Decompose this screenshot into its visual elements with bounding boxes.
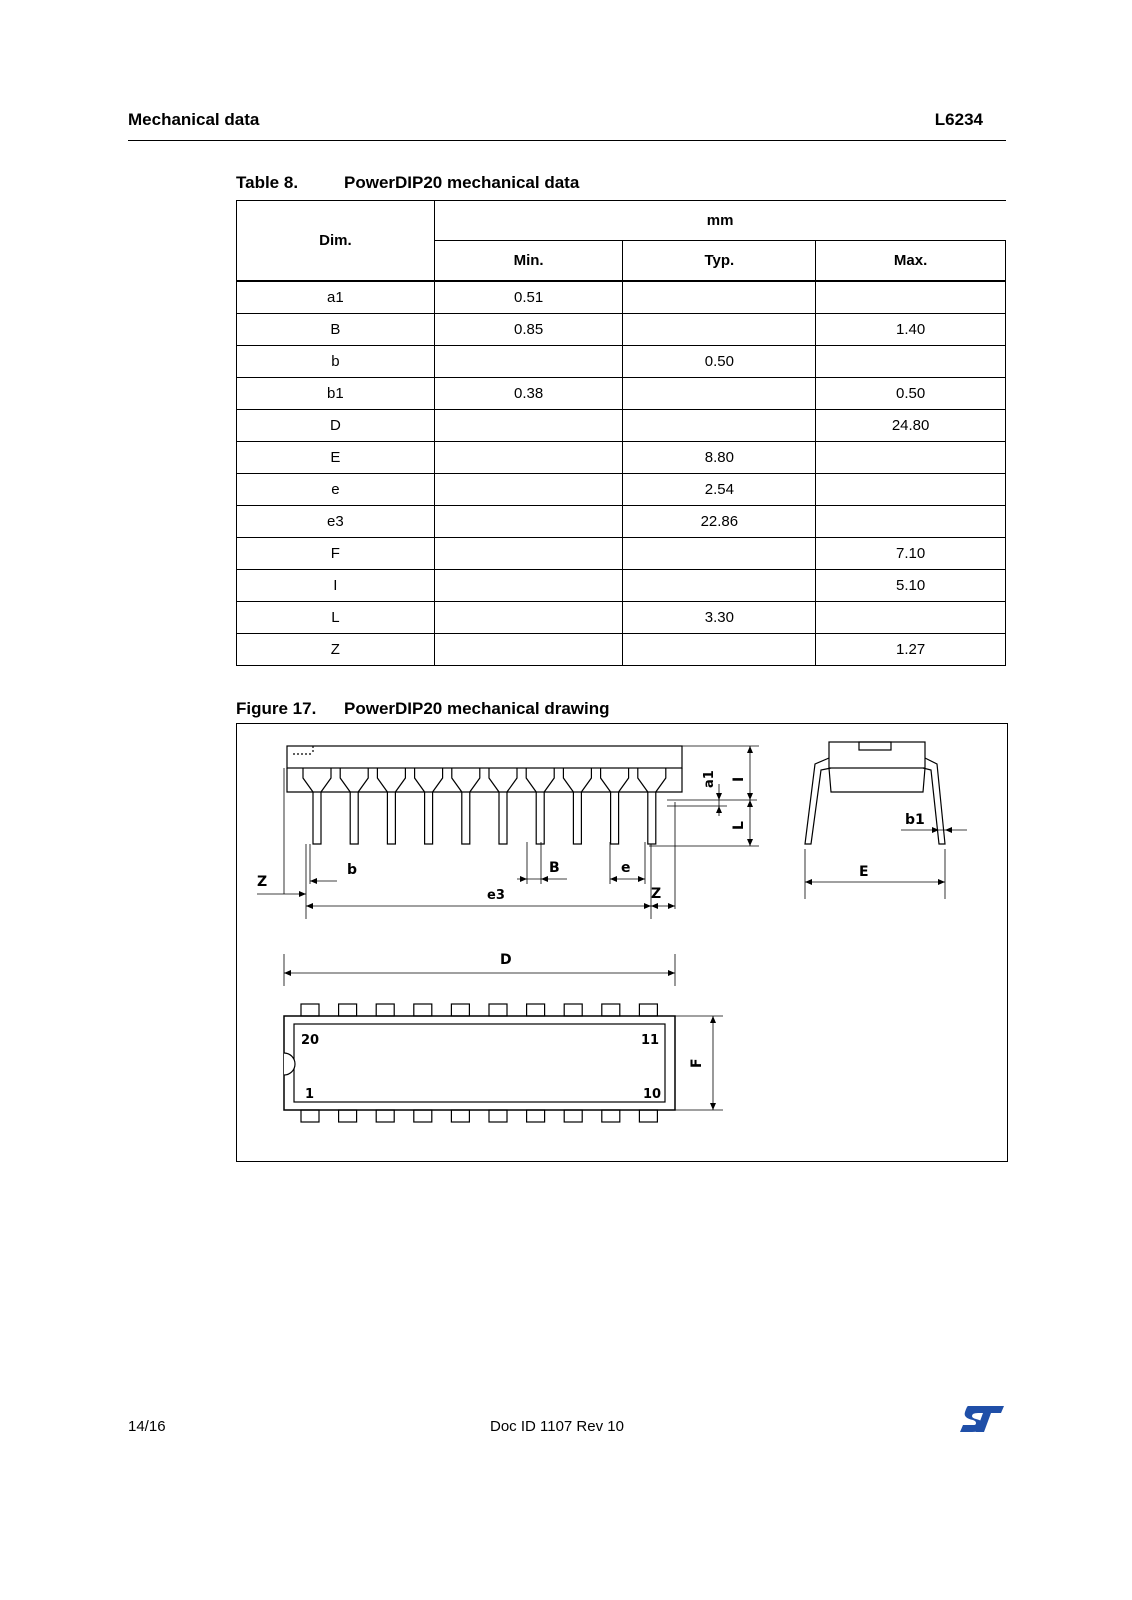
pin1-notch [284,1053,295,1075]
mechanical-drawing [237,724,1007,1161]
top-pin [602,1004,620,1016]
max-cell [816,506,1006,538]
typ-cell: 3.30 [623,602,816,634]
min-cell [434,570,623,602]
max-cell [816,474,1006,506]
top-pin [414,1004,432,1016]
label-b: b [347,862,358,878]
mechanical-data-table [236,200,1006,666]
label-pin1: 1 [305,1087,315,1102]
doc-id: Doc ID 1107 Rev 10 [490,1418,624,1435]
table-row [237,346,1006,378]
max-cell: 1.40 [816,314,1006,346]
side-lead [489,768,517,844]
top-pin [339,1004,357,1016]
side-lead [303,768,331,844]
dim-cell: B [237,314,435,346]
figure-caption [236,699,609,719]
top-pin [376,1004,394,1016]
label-Z-right: Z [651,886,662,902]
top-view-pins [301,1004,660,1122]
max-cell: 0.50 [816,378,1006,410]
table-row [237,378,1006,410]
table-caption-title: PowerDIP20 mechanical data [344,173,580,192]
min-cell [434,410,623,442]
bottom-pin [301,1110,319,1122]
top-pin [564,1004,582,1016]
label-b1: b1 [905,812,925,828]
bottom-pin [451,1110,469,1122]
label-pin20: 20 [301,1033,320,1048]
dim-cell: I [237,570,435,602]
top-pin [489,1004,507,1016]
dim-cell: F [237,538,435,570]
table-row [237,410,1006,442]
mechanical-drawing-frame [236,723,1008,1162]
dim-cell: Z [237,634,435,666]
min-cell [434,474,623,506]
min-cell: 0.85 [434,314,623,346]
unit-header: mm [434,201,1005,241]
dim-cell: e [237,474,435,506]
bottom-pin [414,1110,432,1122]
top-pin [301,1004,319,1016]
typ-cell [623,378,816,410]
side-lead [563,768,591,844]
table-row [237,634,1006,666]
typ-cell [623,314,816,346]
typ-cell [623,410,816,442]
max-cell [816,442,1006,474]
min-cell [434,442,623,474]
side-view-body-bottom [287,768,682,792]
dim-cell: D [237,410,435,442]
typ-cell: 8.80 [623,442,816,474]
bottom-pin [527,1110,545,1122]
typ-column-header: Typ. [623,241,816,282]
max-cell: 7.10 [816,538,1006,570]
min-cell [434,538,623,570]
typ-cell: 22.86 [623,506,816,538]
table-row [237,442,1006,474]
side-view-leads [303,768,666,844]
dim-cell: L [237,602,435,634]
label-a1: a1 [702,770,717,788]
label-pin10: 10 [643,1087,662,1102]
top-view-body-outer [284,1016,675,1110]
max-cell: 5.10 [816,570,1006,602]
table-caption [236,173,579,193]
end-view-body-top [829,742,925,768]
top-pin [639,1004,657,1016]
label-e: e [621,860,631,876]
typ-cell [623,281,816,314]
min-cell [434,634,623,666]
typ-cell [623,570,816,602]
bottom-pin [489,1110,507,1122]
dim-column-header: Dim. [237,201,435,282]
side-lead [452,768,480,844]
min-cell [434,506,623,538]
min-cell [434,346,623,378]
bottom-pin [602,1110,620,1122]
figure-caption-number: Figure 17. [236,699,317,718]
table-row [237,314,1006,346]
page-number: 14/16 [128,1418,166,1435]
part-number: L6234 [934,110,983,129]
label-pin11: 11 [641,1033,660,1048]
top-pin [527,1004,545,1016]
label-I: I [731,776,747,782]
side-lead [377,768,405,844]
side-lead [638,768,666,844]
typ-cell: 2.54 [623,474,816,506]
max-cell [816,281,1006,314]
label-L: L [731,821,747,830]
max-cell: 1.27 [816,634,1006,666]
side-lead [415,768,443,844]
end-view-left-lead [805,758,831,844]
typ-cell [623,538,816,570]
min-cell [434,602,623,634]
max-column-header: Max. [816,241,1006,282]
table-row [237,538,1006,570]
dim-cell: E [237,442,435,474]
table-row [237,506,1006,538]
label-B: B [549,860,560,876]
side-view-body-top [287,746,682,768]
bottom-pin [376,1110,394,1122]
section-title: Mechanical data [128,110,260,129]
header-divider [128,140,1006,141]
table-row [237,570,1006,602]
max-cell [816,602,1006,634]
table-row [237,602,1006,634]
dim-cell: b [237,346,435,378]
min-cell: 0.38 [434,378,623,410]
table-row [237,474,1006,506]
max-cell [816,346,1006,378]
typ-cell [623,634,816,666]
label-F: F [689,1058,705,1068]
label-D: D [500,952,512,968]
label-E: E [859,864,869,880]
side-lead [340,768,368,844]
dim-cell: e3 [237,506,435,538]
st-logo [958,1404,1006,1439]
dim-cell: b1 [237,378,435,410]
bottom-pin [339,1110,357,1122]
top-view-body-inner [294,1024,665,1102]
side-lead [526,768,554,844]
bottom-pin [639,1110,657,1122]
table-caption-number: Table 8. [236,173,299,192]
dim-cell: a1 [237,281,435,314]
bottom-pin [564,1110,582,1122]
label-Z-left: Z [257,874,268,890]
end-view-body-bottom [829,768,925,792]
figure-caption-title: PowerDIP20 mechanical drawing [344,699,610,718]
max-cell: 24.80 [816,410,1006,442]
side-lead [601,768,629,844]
end-view-notch [859,742,891,750]
typ-cell: 0.50 [623,346,816,378]
table-row [237,281,1006,314]
min-column-header: Min. [434,241,623,282]
min-cell: 0.51 [434,281,623,314]
label-e3: e3 [487,888,505,903]
st-logo-icon [958,1404,1006,1434]
top-pin [451,1004,469,1016]
